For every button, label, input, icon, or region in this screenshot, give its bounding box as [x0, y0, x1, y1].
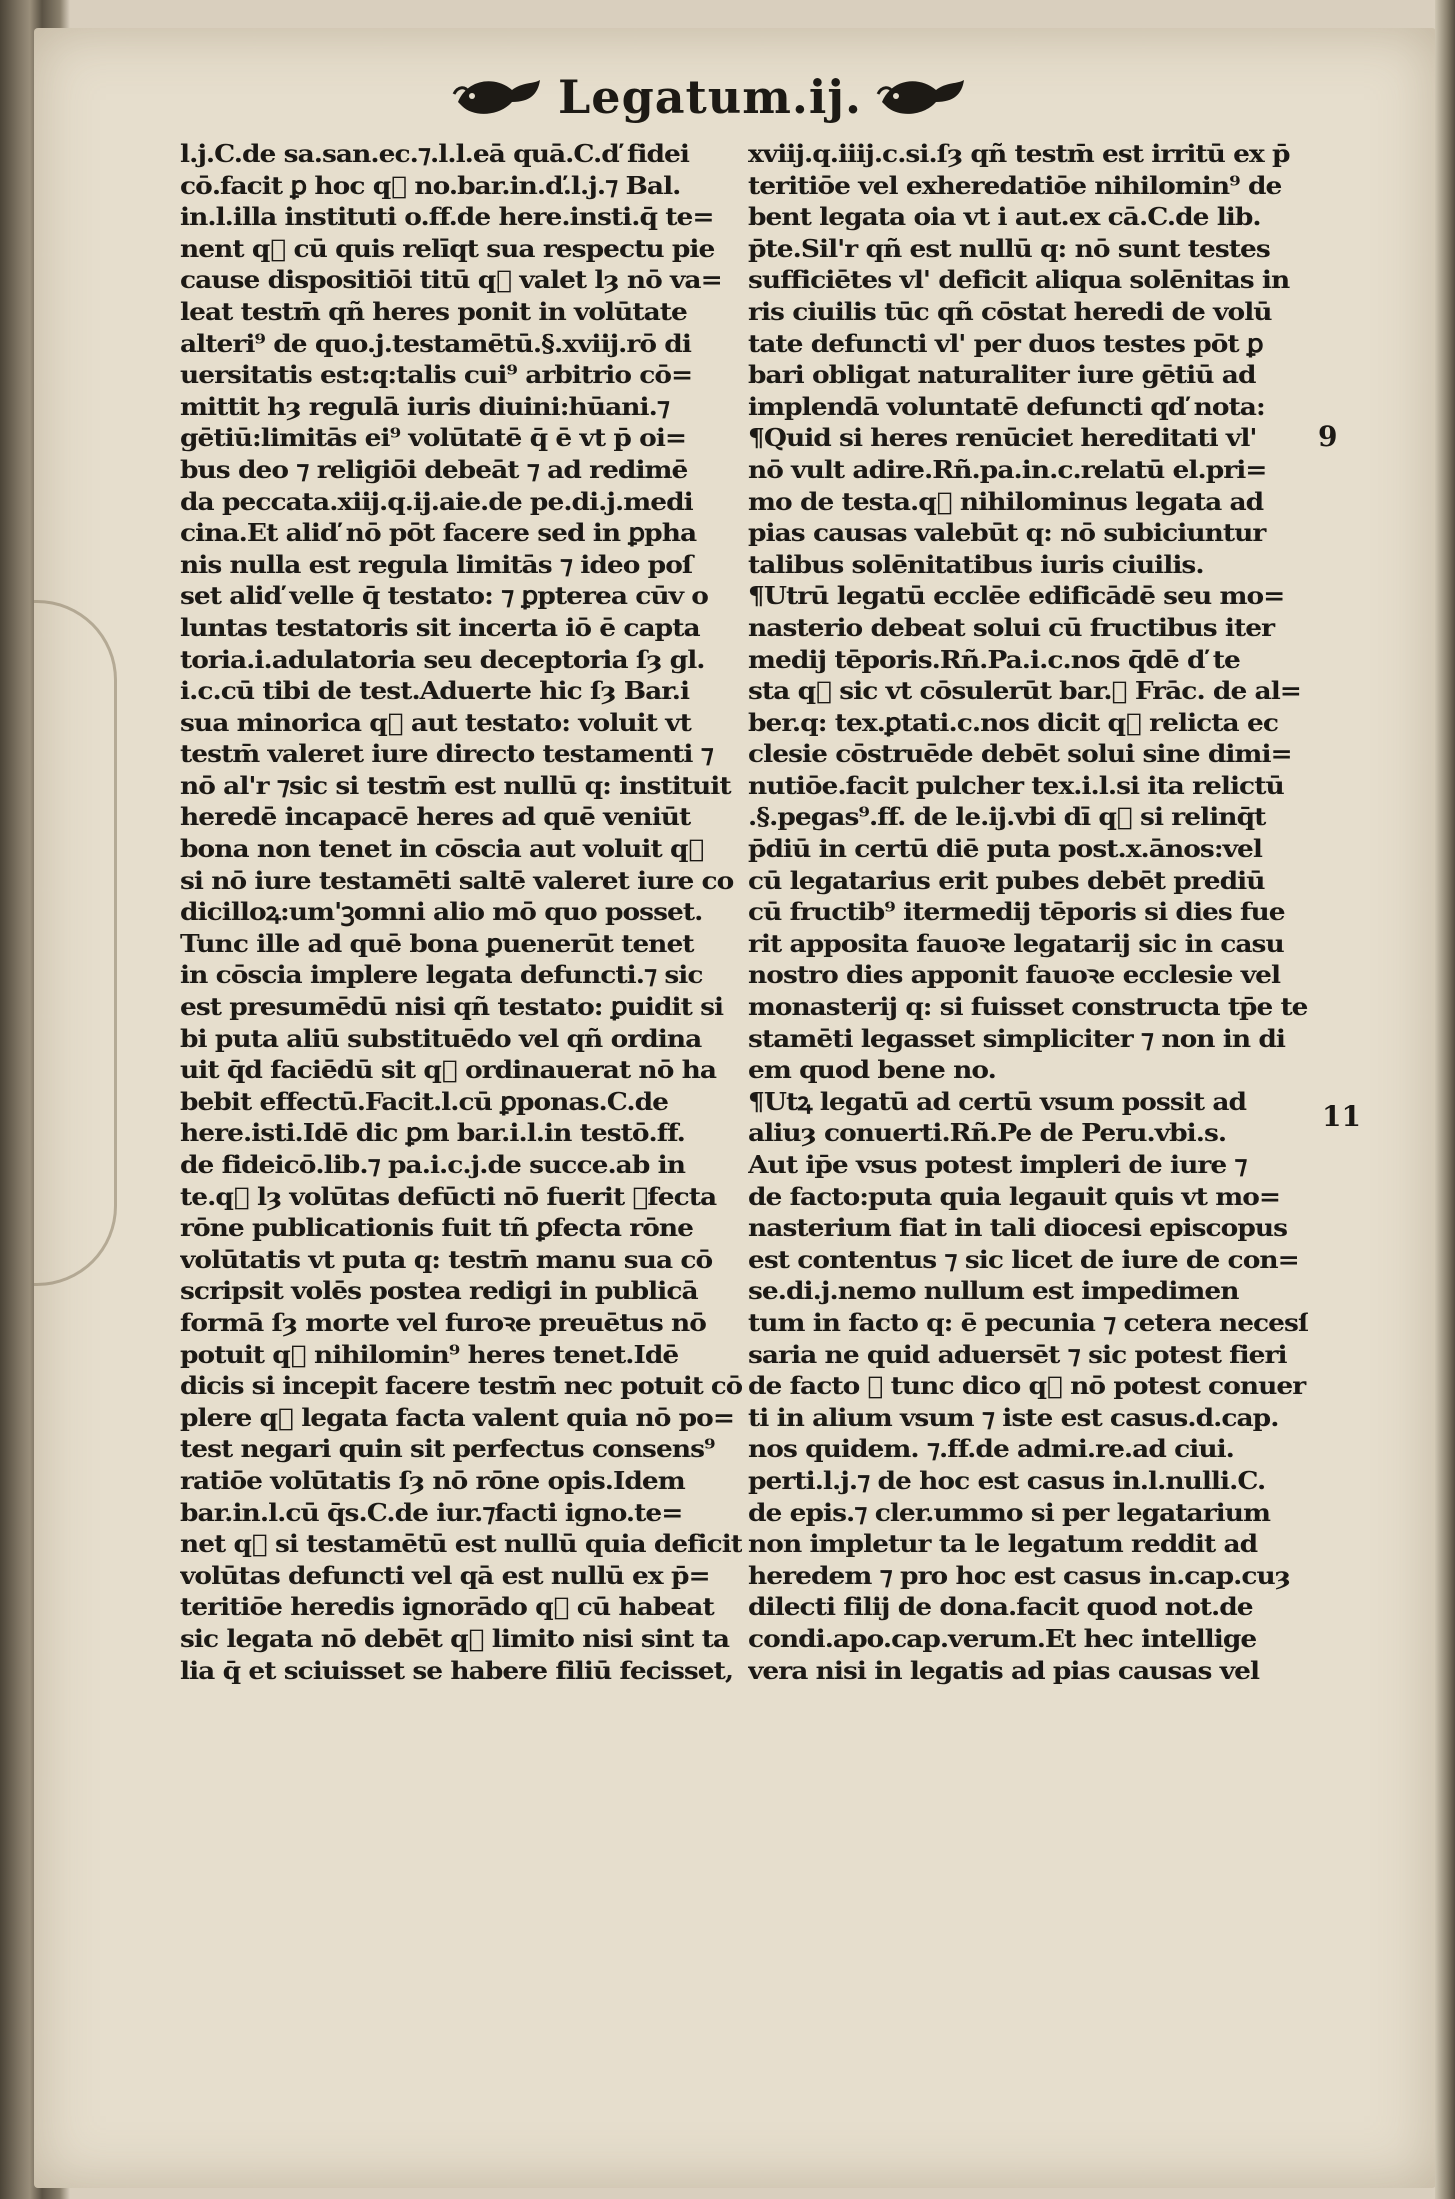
text-line: perti.l.j.⁊ de hoc est casus in.l.nulli.C.: [748, 1465, 1266, 1495]
text-line: toria.i.adulatoria seu deceptoria ſȝ gl.: [180, 644, 705, 674]
text-line: dicilloꝝ:um'ꝫomni alio mō quo posset.: [180, 897, 703, 927]
text-line: bent legata oia vt i aut.ex cā.C.de lib.: [748, 202, 1261, 232]
text-line: rit apposita fauoꝛe legatarij sic in casu: [748, 928, 1284, 958]
text-line: se.di.j.nemo nullum est impedimen: [748, 1276, 1239, 1306]
text-line: saria ne quid aduersēt ⁊ sic potest fieri: [748, 1339, 1287, 1369]
text-line: de epis.⁊ cler.ummo si per legatarium: [748, 1497, 1271, 1527]
text-line: stamēti legasset simpliciter ⁊ non in di: [748, 1023, 1285, 1053]
page-edge: [1435, 0, 1455, 2199]
text-line: te.q᷑ lȝ volūtas defūcti nō fuerit ꝑfecta: [180, 1181, 717, 1211]
text-line: net q᷑ si testamētū est nullū quia deficit: [180, 1529, 742, 1559]
text-line: test negari quin sit perfectus consens⁹: [180, 1434, 715, 1464]
text-line: implendā voluntatē defuncti qď nota:: [748, 391, 1265, 421]
text-line: mo de testa.q᷑ nihilominus legata ad: [748, 486, 1264, 516]
text-line: nis nulla est regula limitās ⁊ ideo poſ: [180, 549, 693, 579]
page-header: [440, 62, 980, 132]
text-line: sufficiētes vl' deficit aliqua solēnitas in: [748, 265, 1290, 295]
text-line: talibus solēnitatibus iuris ciuilis.: [748, 549, 1204, 579]
text-line: sta q᷑ sic vt cōsulerūt bar.⁊ Frāc. de al=: [748, 676, 1302, 706]
text-line: Aut ip̄e vsus potest impleri de iure ⁊: [748, 1150, 1247, 1179]
text-line: da peccata.xiij.q.ij.aie.de pe.di.j.medi: [180, 486, 693, 516]
text-line: condi.apo.cap.verum.Et hec intellige: [748, 1623, 1257, 1653]
text-line: nō vult adire.Rñ.pa.in.c.relatū el.pri=: [748, 454, 1267, 484]
text-line: potuit q᷑ nihilomin⁹ heres tenet.Idē: [180, 1339, 679, 1369]
fish-ornament-icon: [452, 72, 544, 122]
text-line: tate defuncti vl' per duos testes pōt ꝑ: [748, 328, 1263, 358]
text-line: here.isti.Idē dic ꝑm bar.i.l.in testō.ff.: [180, 1118, 685, 1148]
text-line: ¶Utrū legatū ecclēe edificādē seu mo=: [748, 581, 1285, 611]
text-line: est presumēdū nisi qñ testato: ꝑuidit si: [180, 992, 724, 1022]
text-line: aliuȝ conuerti.Rñ.Pe de Peru.vbi.s.: [748, 1118, 1227, 1148]
text-line: ratiōe volūtatis ſȝ nō rōne opis.Idem: [180, 1465, 685, 1495]
text-line: rōne publicationis fuit tñ ꝑfecta rōne: [180, 1213, 694, 1243]
text-line: dicis si incepit facere testm̄ nec potuit cō: [180, 1371, 742, 1401]
binding-clip-shadow: [34, 600, 117, 1286]
text-line: bus deo ⁊ religiōi debeāt ⁊ ad redimē: [180, 454, 688, 484]
text-line: formā ſȝ morte vel furoꝛe preuētus nō: [180, 1307, 706, 1337]
text-line: nasterio debeat solui cū fructibus iter: [748, 612, 1275, 642]
margin-number: 9: [1318, 420, 1338, 453]
text-line: clesie cōstruēde debēt solui sine dimi=: [748, 739, 1292, 769]
text-line: Tunc ille ad quē bona ꝑuenerūt tenet: [180, 928, 694, 958]
text-line: .§.pegas⁹.ff. de le.ij.vbi dī q᷑ si relinq̄t: [748, 802, 1266, 832]
text-line: heredē incapacē heres ad quē veniūt: [180, 802, 691, 832]
text-line: tum in facto q: ē pecunia ⁊ cetera necesſ: [748, 1307, 1308, 1337]
text-line: de facto:puta quia legauit quis vt mo=: [748, 1181, 1281, 1211]
text-line: alteri⁹ de quo.j.testamētū.§.xviij.rō di: [180, 328, 691, 358]
text-line: cause dispositiōi titū q᷑ valet lȝ nō va=: [180, 265, 722, 295]
text-line: medij tēporis.Rñ.Pa.i.c.nos q̄dē ď te: [748, 644, 1240, 674]
left-text-column: [180, 138, 742, 2158]
text-line: volūtatis vt puta q: testm̄ manu sua cō: [180, 1244, 713, 1274]
text-line: xviij.q.iiij.c.si.ſȝ qñ testm̄ est irritū ex p̄: [748, 139, 1290, 168]
text-line: nostro dies apponit fauoꝛe ecclesie vel: [748, 960, 1281, 990]
text-line: pias causas valebūt q: nō subiciuntur: [748, 518, 1266, 548]
text-line: set aliď velle q̄ testato: ⁊ ꝑpterea cūv o: [180, 581, 708, 611]
text-line: ¶Utꝝ legatū ad certū vsum possit ad: [748, 1086, 1247, 1116]
text-line: ber.q: tex.ꝑtati.c.nos dicit q᷑ relicta ec: [748, 707, 1278, 737]
text-line: non impletur ta le legatum reddit ad: [748, 1529, 1258, 1559]
text-line: bebit effectū.Facit.l.cū ꝑponas.C.de: [180, 1086, 669, 1116]
text-line: ¶Quid si heres renūciet hereditati vl': [748, 423, 1257, 453]
text-line: nutiōe.facit pulcher tex.i.l.si ita relictū: [748, 770, 1284, 800]
text-line: l.j.C.de sa.san.ec.⁊.l.l.eā quā.C.ď fidei: [180, 139, 689, 168]
text-line: ris ciuilis tūc qñ cōstat heredi de volū: [748, 296, 1272, 326]
text-line: gētiū:limitās ei⁹ volūtatē q̄ ē vt p̄ oi=: [180, 423, 687, 453]
text-line: est contentus ⁊ sic licet de iure de con=: [748, 1244, 1299, 1274]
text-line: cū legatarius erit pubes debēt prediū: [748, 865, 1265, 895]
text-line: ti in alium vsum ⁊ iste est casus.d.cap.: [748, 1402, 1279, 1432]
text-line: mittit hȝ regulā iuris diuini:hūani.⁊: [180, 391, 670, 421]
text-line: nasterium fiat in tali diocesi episcopus: [748, 1213, 1288, 1243]
text-line: p̄te.Sil'r qñ est nullū q: nō sunt testes: [748, 233, 1270, 263]
text-line: dilecti filij de dona.facit quod not.de: [748, 1592, 1253, 1622]
text-line: em quod bene no.: [748, 1055, 996, 1085]
text-line: nent q᷑ cū quis relīqt sua respectu pie: [180, 233, 715, 263]
text-line: bar.in.l.cū q̄s.C.de iur.⁊facti igno.te=: [180, 1497, 683, 1527]
text-line: si nō iure testamēti saltē valeret iure co: [180, 865, 734, 895]
text-line: cina.Et aliď nō pōt facere sed in ꝑpha: [180, 518, 697, 548]
text-line: uersitatis est:q:talis cui⁹ arbitrio cō=: [180, 360, 693, 390]
text-line: bi puta aliū substituēdo vel qñ ordina: [180, 1023, 702, 1053]
text-line: cō.facit ꝑ hoc q᷑ no.bar.in.ď.l.j.⁊ Bal.: [180, 170, 681, 200]
text-line: i.c.cū tibi de test.Aduerte hic ſȝ Bar.i: [180, 676, 690, 706]
text-line: volūtas defuncti vel qā est nullū ex p̄=: [180, 1560, 710, 1590]
fish-ornament-icon: [876, 72, 968, 122]
text-line: luntas testatoris sit incerta iō ē capta: [180, 612, 700, 642]
text-line: sua minorica q᷑ aut testato: voluit vt: [180, 707, 691, 737]
text-line: leat testm̄ qñ heres ponit in volūtate: [180, 296, 687, 326]
text-line: sic legata nō debēt q᷑ limito nisi sint ta: [180, 1623, 730, 1653]
text-line: vera nisi in legatis ad pias causas vel: [748, 1655, 1260, 1685]
text-line: testm̄ valeret iure directo testamenti ⁊: [180, 739, 713, 769]
text-line: uit q̄d faciēdū sit q᷑ ordinauerat nō ha: [180, 1055, 717, 1085]
text-line: nos quidem. ⁊.ff.de admi.re.ad ciui.: [748, 1434, 1234, 1464]
text-line: de facto ⁊ tunc dico q᷑ nō potest conuer: [748, 1371, 1306, 1401]
text-line: nō al'r ⁊sic si testm̄ est nullū q: instituit: [180, 770, 731, 800]
text-line: bari obligat naturaliter iure gētiū ad: [748, 360, 1256, 390]
text-line: bona non tenet in cōscia aut voluit q᷑: [180, 834, 704, 864]
right-text-column: [748, 138, 1308, 2158]
text-line: scripsit volēs postea redigi in publicā: [180, 1276, 698, 1306]
text-line: de fideicō.lib.⁊ pa.i.c.j.de succe.ab in: [180, 1150, 685, 1179]
text-line: plere q᷑ legata facta valent quia nō po=: [180, 1402, 735, 1432]
text-line: heredem ⁊ pro hoc est casus in.cap.cuȝ: [748, 1560, 1290, 1590]
margin-number: 11: [1322, 1100, 1361, 1133]
text-line: cū fructib⁹ itermedij tēporis si dies fue: [748, 897, 1285, 927]
text-line: lia q̄ et sciuisset se habere filiū fecisset,: [180, 1655, 734, 1685]
text-line: in.l.illa instituti o.ff.de here.insti.q̄ te=: [180, 202, 714, 232]
text-line: p̄diū in certū diē puta post.x.ānos:vel: [748, 834, 1262, 864]
text-line: monasterij q: si fuisset constructa tp̄e te: [748, 992, 1308, 1022]
running-title: Legatum.ij.: [557, 70, 863, 124]
text-line: in cōscia implere legata defuncti.⁊ sic: [180, 960, 703, 990]
text-line: teritiōe vel exheredatiōe nihilomin⁹ de: [748, 170, 1282, 200]
text-line: teritiōe heredis ignorādo q᷑ cū habeat: [180, 1592, 714, 1622]
